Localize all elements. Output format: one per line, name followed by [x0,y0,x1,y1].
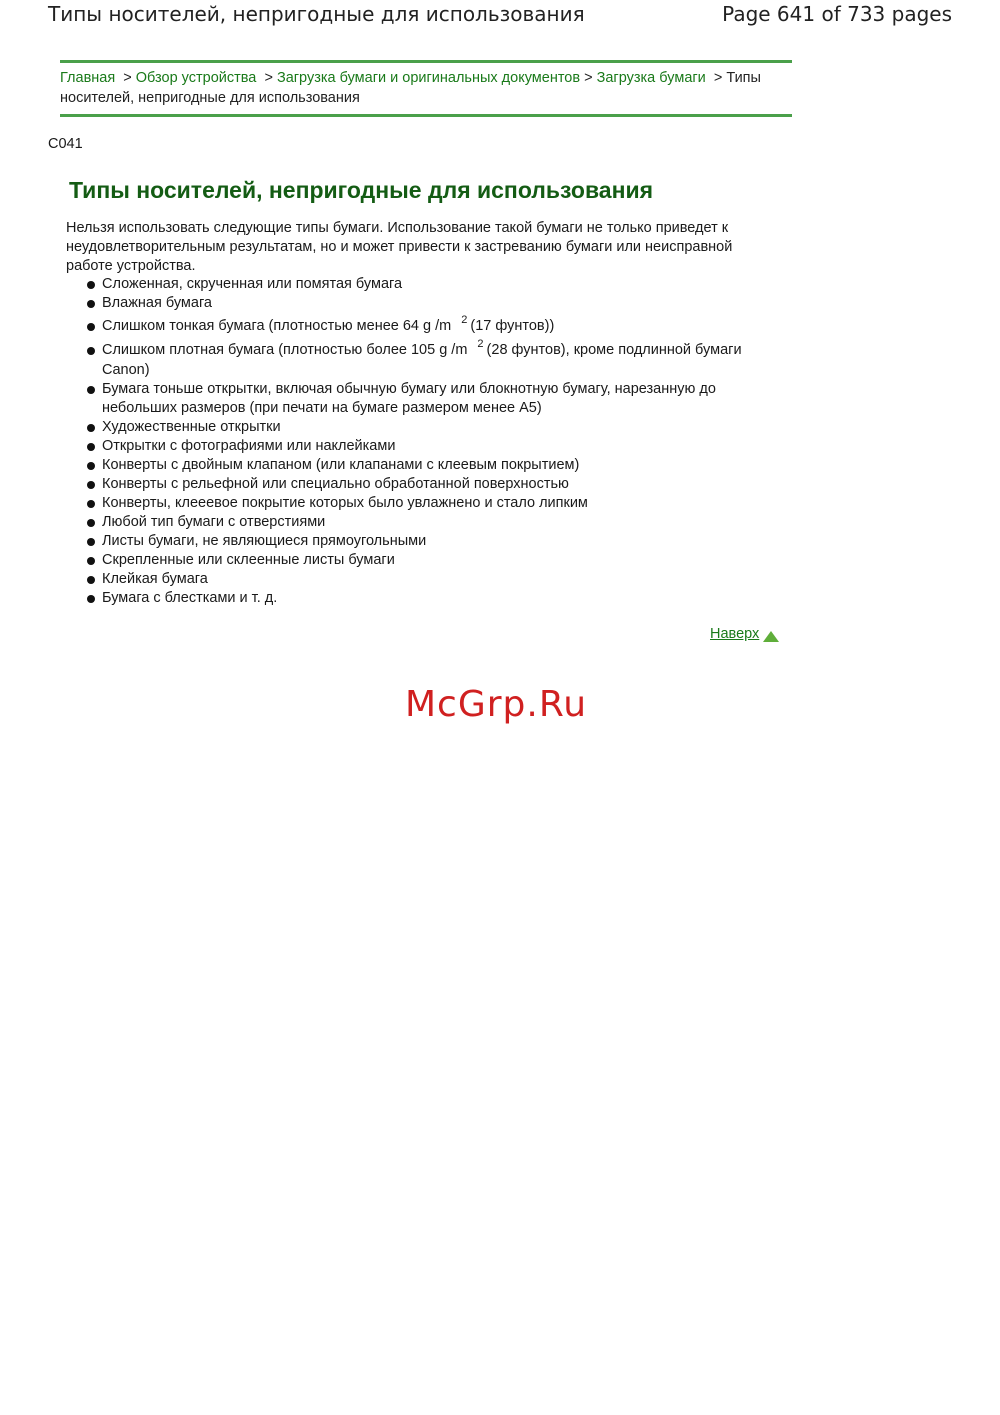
document-title: Типы носителей, непригодные для использования [48,2,585,26]
back-to-top-link[interactable] [710,626,779,642]
bullet-icon [87,500,95,508]
bullet-icon [87,481,95,489]
list-item: Художественные открытки [102,418,782,437]
superscript: 2 [461,314,468,326]
bullet-icon [87,443,95,451]
list-item: Слишком плотная бумага (плотностью более 105 g /m $^2$ (28 фунтов), кроме подлинной бумаги Canon) [102,341,782,380]
bullet-icon [87,576,95,584]
arrow-up-icon [763,631,779,642]
list-item: Бумага тоньше открытки, включая обычную бумагу или блокнотную бумагу, нарезанную до небольших размеров (при печати на бумаге размером менее A5) [102,380,782,418]
bullet-icon [87,323,95,331]
unsuitable-media-list [102,275,782,608]
page-counter: Page 641 of 733 pages [722,2,952,26]
breadcrumb-separator: > [584,70,593,86]
breadcrumb [60,60,792,117]
bullet-icon [87,595,95,603]
list-item: Открытки с фотографиями или наклейками [102,437,782,456]
bullet-icon [87,347,95,355]
breadcrumb-link-loading-paper[interactable]: Загрузка бумаги [596,70,706,86]
bullet-icon [87,519,95,527]
intro-paragraph: Нельзя использовать следующие типы бумаги. Использование такой бумаги не только приведет к неудовлетворительным результатам, но и может привести к застреванию бумаги или неисправной работе устройства. [66,220,733,274]
list-item: Листы бумаги, не являющиеся прямоугольными [102,532,782,551]
bullet-icon [87,424,95,432]
breadcrumb-link-loading-paper-originals[interactable]: Загрузка бумаги и оригинальных документов [276,70,581,86]
page-header [48,2,952,26]
page-title: Типы носителей, непригодные для использования [69,177,654,203]
breadcrumb-separator: > [713,70,723,86]
bullet-icon [87,462,95,470]
list-item: Бумага с блестками и т. д. [102,589,782,608]
breadcrumb-separator: > [264,70,273,86]
list-item: Сложенная, скрученная или помятая бумага [102,275,782,294]
breadcrumb-link-device-overview[interactable]: Обзор устройства [135,70,257,86]
superscript: 2 [477,338,484,350]
bullet-icon [87,281,95,289]
list-item: Влажная бумага [102,294,782,313]
breadcrumb-current: Типы носителей, непригодные для использования [60,70,761,106]
bullet-icon [87,538,95,546]
bullet-icon [87,557,95,565]
document-code: C041 [48,136,83,152]
breadcrumb-separator: > [123,70,132,86]
list-item: Любой тип бумаги с отверстиями [102,513,782,532]
bullet-icon [87,300,95,308]
list-item: Конверты, клееевое покрытие которых было увлажнено и стало липким [102,494,782,513]
list-item: Скрепленные или склеенные листы бумаги [102,551,782,570]
breadcrumb-link-home[interactable]: Главная [60,70,116,86]
list-item: Конверты с рельефной или специально обработанной поверхностью [102,475,782,494]
watermark-logo: McGrp.Ru [405,684,588,725]
list-item: Конверты с двойным клапаном (или клапанами с клеевым покрытием) [102,456,782,475]
bullet-icon [87,386,95,394]
list-item: Слишком тонкая бумага (плотностью менее 64 g /m $^2$ (17 фунтов)) [102,317,782,337]
back-to-top-label: Наверх [710,626,760,642]
list-item: Клейкая бумага [102,570,782,589]
